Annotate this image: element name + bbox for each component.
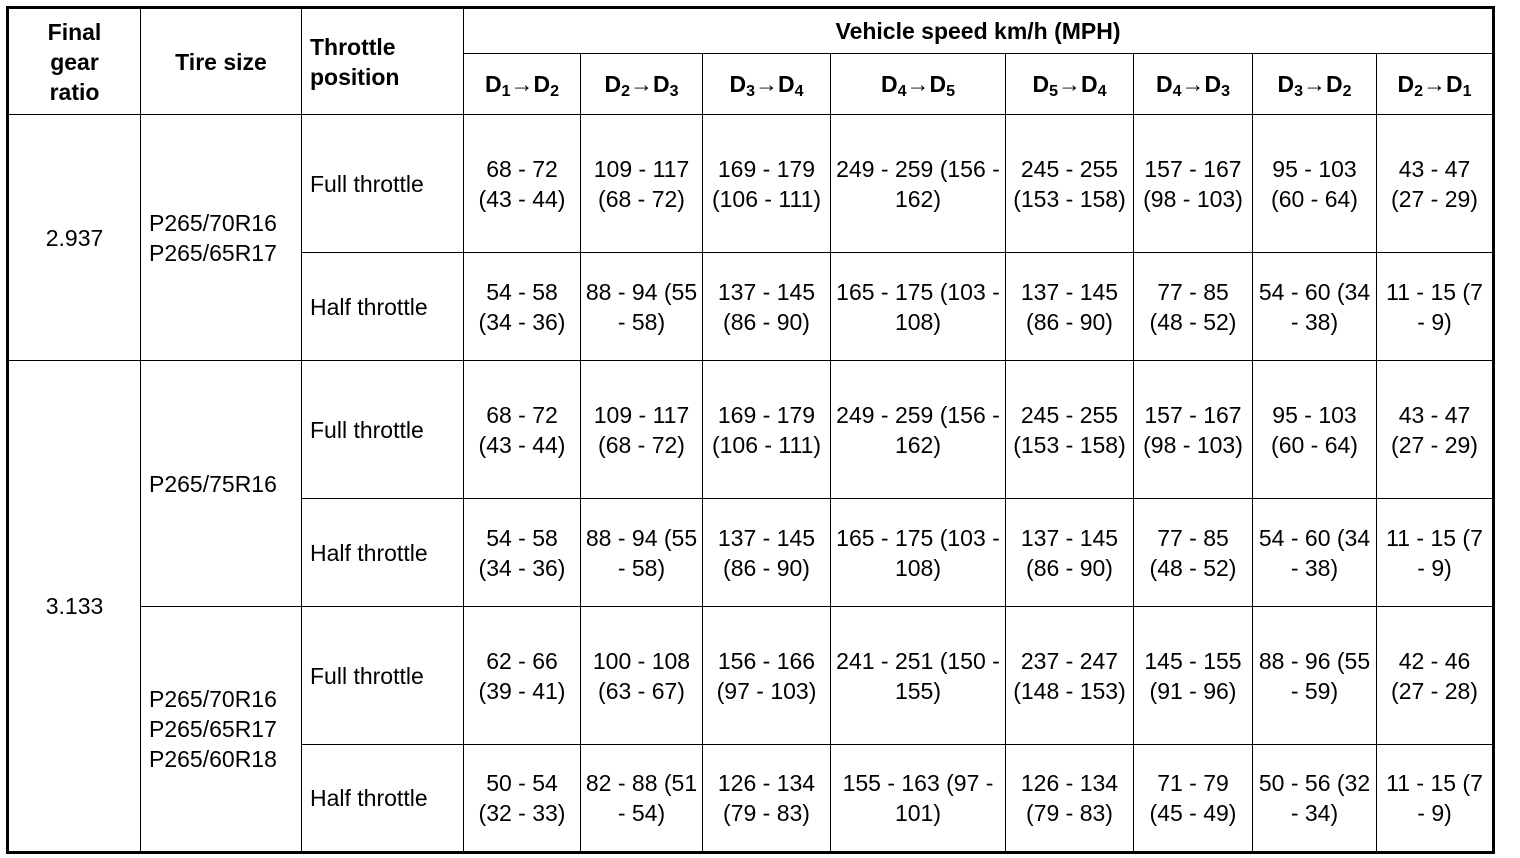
speed-value-cell: 43 - 47 (27 - 29) xyxy=(1377,115,1494,253)
speed-value-cell: 82 - 88 (51 - 54) xyxy=(581,745,703,853)
speed-value-cell: 109 - 117 (68 - 72) xyxy=(581,361,703,499)
speed-value-cell: 157 - 167 (98 - 103) xyxy=(1134,115,1253,253)
speed-value-cell: 95 - 103 (60 - 64) xyxy=(1253,361,1377,499)
speed-value-cell: 137 - 145 (86 - 90) xyxy=(1006,253,1134,361)
speed-value-cell: 54 - 60 (34 - 38) xyxy=(1253,253,1377,361)
final-gear-ratio-cell: 2.937 xyxy=(8,115,141,361)
shift-header: $D_4\to D_3$ xyxy=(1134,54,1253,115)
speed-value-cell: 95 - 103 (60 - 64) xyxy=(1253,115,1377,253)
speed-value-cell: 237 - 247 (148 - 153) xyxy=(1006,607,1134,745)
speed-value-cell: 11 - 15 (7 - 9) xyxy=(1377,745,1494,853)
throttle-position-header: Throttle position xyxy=(302,8,464,115)
speed-value-cell: 11 - 15 (7 - 9) xyxy=(1377,499,1494,607)
speed-value-cell: 77 - 85 (48 - 52) xyxy=(1134,499,1253,607)
speed-value-cell: 42 - 46 (27 - 28) xyxy=(1377,607,1494,745)
throttle-position-cell: Half throttle xyxy=(302,499,464,607)
speed-value-cell: 11 - 15 (7 - 9) xyxy=(1377,253,1494,361)
speed-value-cell: 137 - 145 (86 - 90) xyxy=(703,499,831,607)
speed-value-cell: 126 - 134 (79 - 83) xyxy=(703,745,831,853)
shift-header: $D_2\to D_3$ xyxy=(581,54,703,115)
tire-size-cell xyxy=(141,361,302,607)
speed-value-cell: 54 - 58 (34 - 36) xyxy=(464,499,581,607)
speed-value-cell: 169 - 179 (106 - 111) xyxy=(703,115,831,253)
tire-size-text: P265/75R16 xyxy=(149,470,277,497)
shift-header: $D_3\to D_4$ xyxy=(703,54,831,115)
speed-value-cell: 241 - 251 (150 - 155) xyxy=(831,607,1006,745)
table-row xyxy=(8,115,1494,253)
speed-value-cell: 169 - 179 (106 - 111) xyxy=(703,361,831,499)
throttle-position-cell: Half throttle xyxy=(302,745,464,853)
speed-value-cell: 145 - 155 (91 - 96) xyxy=(1134,607,1253,745)
tire-size-header: Tire size xyxy=(141,8,302,115)
speed-value-cell: 88 - 94 (55 - 58) xyxy=(581,253,703,361)
tire-size-cell xyxy=(141,607,302,853)
tire-size-text: P265/60R18 xyxy=(149,746,277,772)
final-gear-ratio-cell: 3.133 xyxy=(8,361,141,853)
speed-value-cell: 157 - 167 (98 - 103) xyxy=(1134,361,1253,499)
speed-value-cell: 249 - 259 (156 - 162) xyxy=(831,115,1006,253)
throttle-position-cell: Half throttle xyxy=(302,253,464,361)
speed-value-cell: 156 - 166 (97 - 103) xyxy=(703,607,831,745)
speed-value-cell: 245 - 255 (153 - 158) xyxy=(1006,361,1134,499)
speed-value-cell: 137 - 145 (86 - 90) xyxy=(1006,499,1134,607)
table-row xyxy=(8,361,1494,499)
tire-size-text: P265/70R16 xyxy=(149,209,277,236)
vehicle-speed-header: Vehicle speed km/h (MPH) xyxy=(464,8,1494,54)
table-row xyxy=(8,607,1494,745)
speed-value-cell: 100 - 108 (63 - 67) xyxy=(581,607,703,745)
shift-speed-table xyxy=(6,6,1495,854)
speed-value-cell: 54 - 60 (34 - 38) xyxy=(1253,499,1377,607)
shift-header: $D_4\to D_5$ xyxy=(831,54,1006,115)
speed-value-cell: 245 - 255 (153 - 158) xyxy=(1006,115,1134,253)
final-gear-ratio-header: Final gear ratio xyxy=(8,8,141,115)
throttle-position-cell: Full throttle xyxy=(302,115,464,253)
tire-size-text: P265/65R17 xyxy=(149,239,277,266)
speed-value-cell: 155 - 163 (97 - 101) xyxy=(831,745,1006,853)
tire-size-cell xyxy=(141,115,302,361)
speed-value-cell: 165 - 175 (103 - 108) xyxy=(831,499,1006,607)
speed-value-cell: 43 - 47 (27 - 29) xyxy=(1377,361,1494,499)
speed-value-cell: 88 - 94 (55 - 58) xyxy=(581,499,703,607)
tire-size-text: P265/65R17 xyxy=(149,716,277,742)
speed-value-cell: 77 - 85 (48 - 52) xyxy=(1134,253,1253,361)
speed-value-cell: 68 - 72 (43 - 44) xyxy=(464,115,581,253)
speed-value-cell: 50 - 54 (32 - 33) xyxy=(464,745,581,853)
speed-value-cell: 62 - 66 (39 - 41) xyxy=(464,607,581,745)
shift-header: $D_2\to D_1$ xyxy=(1377,54,1494,115)
shift-header: $D_1\to D_2$ xyxy=(464,54,581,115)
speed-value-cell: 68 - 72 (43 - 44) xyxy=(464,361,581,499)
speed-value-cell: 249 - 259 (156 - 162) xyxy=(831,361,1006,499)
speed-value-cell: 71 - 79 (45 - 49) xyxy=(1134,745,1253,853)
throttle-position-cell: Full throttle xyxy=(302,607,464,745)
speed-value-cell: 50 - 56 (32 - 34) xyxy=(1253,745,1377,853)
speed-value-cell: 54 - 58 (34 - 36) xyxy=(464,253,581,361)
throttle-position-cell: Full throttle xyxy=(302,361,464,499)
speed-value-cell: 88 - 96 (55 - 59) xyxy=(1253,607,1377,745)
speed-value-cell: 137 - 145 (86 - 90) xyxy=(703,253,831,361)
speed-value-cell: 109 - 117 (68 - 72) xyxy=(581,115,703,253)
shift-header: $D_5\to D_4$ xyxy=(1006,54,1134,115)
speed-value-cell: 165 - 175 (103 - 108) xyxy=(831,253,1006,361)
shift-header: $D_3\to D_2$ xyxy=(1253,54,1377,115)
tire-size-text: P265/70R16 xyxy=(149,686,277,712)
speed-value-cell: 126 - 134 (79 - 83) xyxy=(1006,745,1134,853)
